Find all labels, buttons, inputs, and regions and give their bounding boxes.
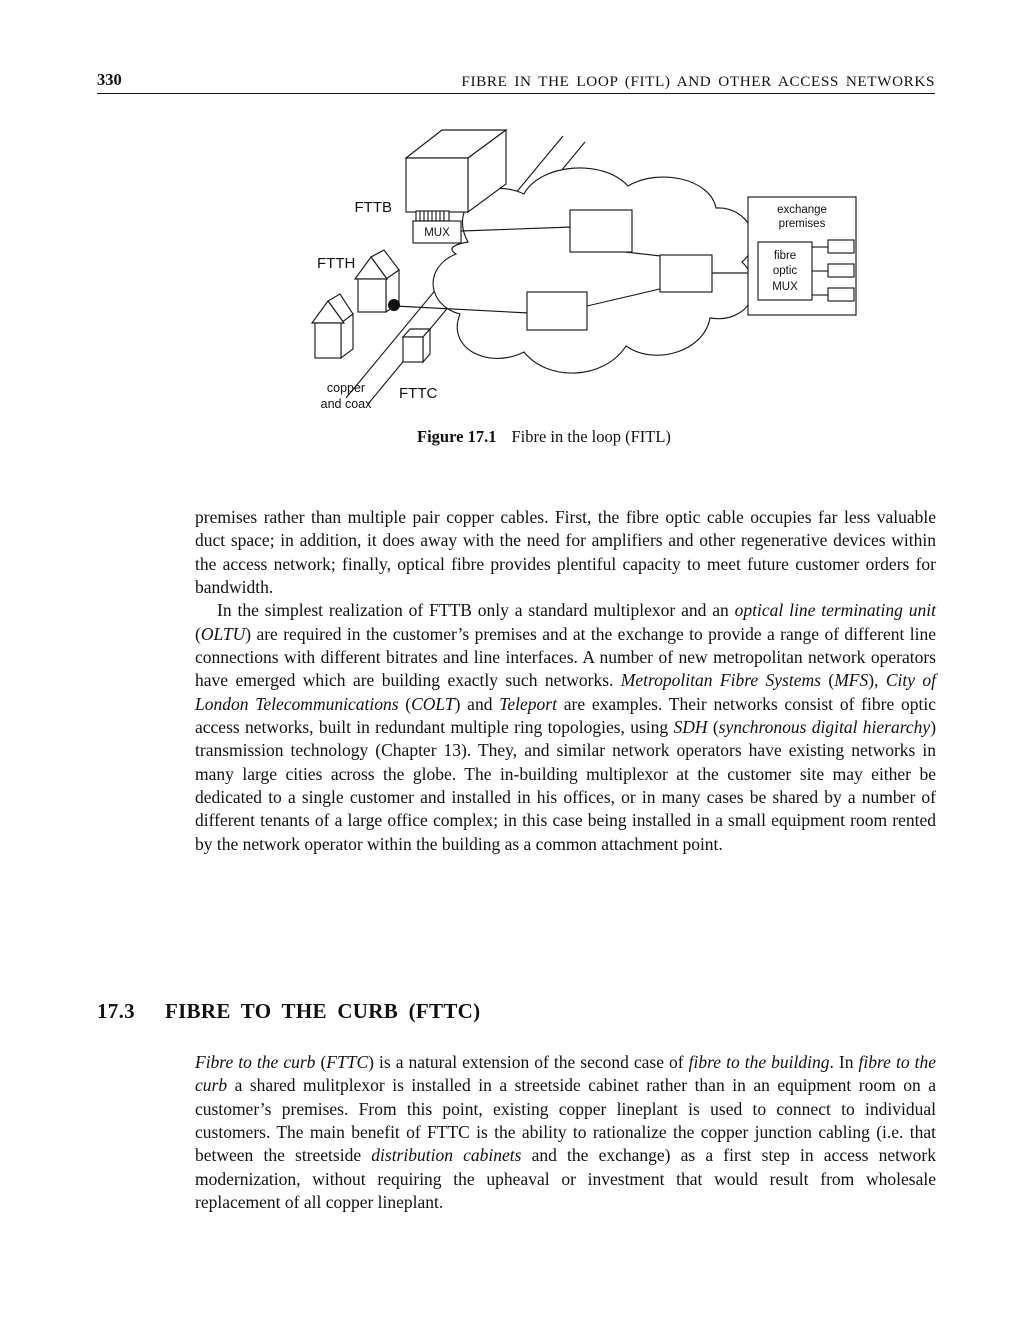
ftth-house-lower	[312, 294, 353, 358]
mux-hatch-strip	[416, 211, 449, 221]
customer-mux-box	[413, 221, 461, 243]
fttc-cabinet	[403, 329, 430, 362]
running-header-title: FIBRE IN THE LOOP (FITL) AND OTHER ACCESS NETWORKS	[461, 73, 935, 90]
fibre-mux-label-line3: MUX	[772, 281, 798, 293]
exchange-label-line2: premises	[778, 218, 826, 230]
fttc-label: FTTC	[399, 385, 438, 402]
section-number: 17.3	[97, 999, 135, 1023]
fttb-label: FTTB	[354, 199, 392, 216]
body-text-block-1	[195, 506, 936, 856]
section-title: FIBRE TO THE CURB (FTTC)	[164, 999, 481, 1023]
svg-text:copper: copper	[326, 381, 366, 395]
tributary-box-2	[828, 264, 854, 277]
page-number: 330	[97, 70, 122, 89]
paragraph-3: Fibre to the curb (FTTC) is a natural extension of the second case of fibre to the building. In fibre to the curb a shared mulitplexor is installed in a streetside cabinet rather than in an equipment room on a customer’s premises. From this point, existing copper lineplant is used to connect to individual customers. The main benefit of FTTC is the ability to rationalize the copper junction cabling (i.e. that between the streetside distribution cabinets and the exchange) as a first step in access network modernization, without requiring the upheaval or investment that would result from wholesale replacement of all copper lineplant.	[195, 1052, 936, 1213]
fitl-figure-diagram	[0, 0, 1023, 460]
exchange-premises-box	[748, 197, 856, 315]
paragraph-2: In the simplest realization of FTTB only a standard multiplexor and an optical line terminating unit (OLTU) are required in the customer’s premises and at the exchange to provide a range of different line connections with different bitrates and line interfaces. A number of new metropolitan network operators have emerged which are building exactly such networks. Metropolitan Fibre Systems (MFS), City of London Telecommunications (COLT) and Teleport are examples. Their networks consist of fibre optic access networks, built in redundant multiple ring topologies, using SDH (synchronous digital hierarchy) transmission technology (Chapter 13). They, and similar network operators have existing networks in many large cities across the globe. The in-building multiplexor at the customer site may either be dedicated to a single customer and installed in his offices, or in many cases be shared by a number of different tenants of a large office complex; in this case being installed in a small equipment room rented by the network operator within the building as a common attachment point.	[195, 600, 937, 854]
fibre-mux-label-line1: fibre	[773, 250, 797, 262]
body-text-block-2	[195, 1051, 936, 1214]
fibre-mux-label-line2: optic	[772, 265, 798, 277]
paragraph-1: premises rather than multiple pair copper cables. First, the fibre optic cable occupies far less valuable duct space; in addition, it does away with the need for amplifiers and other regenerative devices within the access network; finally, optical fibre provides plentiful capacity to meet future customer orders for bandwidth.	[195, 507, 936, 598]
network-node-box-1	[570, 210, 632, 252]
ftth-label: FTTH	[317, 255, 356, 272]
network-node-box-3	[527, 292, 587, 330]
svg-text:and coax: and coax	[320, 397, 372, 411]
network-node-box-2	[660, 255, 712, 292]
figure-caption-label: Figure 17.1	[417, 427, 497, 446]
fibre-optic-mux-box	[758, 242, 812, 300]
section-heading	[97, 999, 480, 1024]
tributary-box-1	[828, 240, 854, 253]
tributary-box-3	[828, 288, 854, 301]
junction-dot	[388, 299, 400, 311]
figure-caption	[417, 427, 671, 447]
exchange-label-line1: exchange	[777, 204, 827, 216]
copper-coax-label	[321, 381, 372, 411]
figure-caption-text: Fibre in the loop (FITL)	[511, 427, 671, 446]
customer-mux-label: MUX	[424, 227, 450, 239]
